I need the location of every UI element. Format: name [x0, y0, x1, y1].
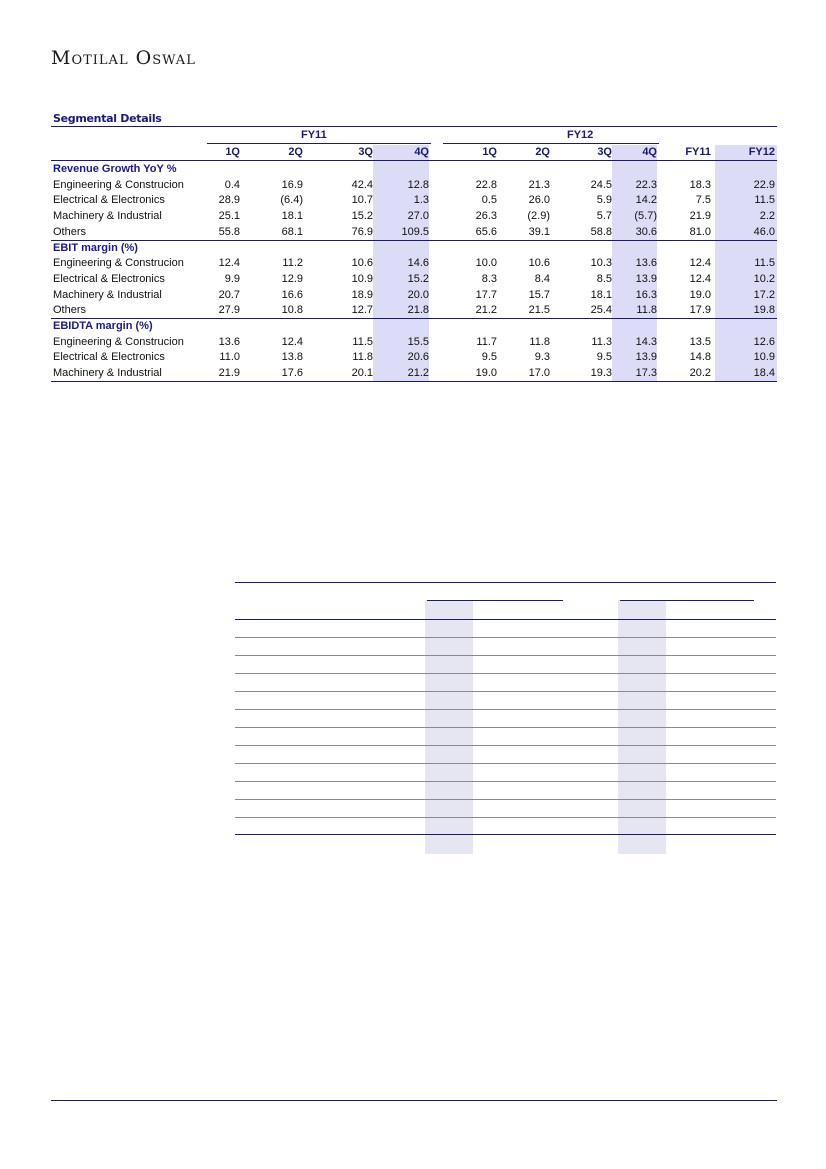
group-header-fy12: FY12 — [567, 129, 594, 141]
table-cell: 13.5 — [689, 335, 711, 348]
row-label: Engineering & Construcion — [53, 178, 184, 191]
table-cell: 11.8 — [352, 351, 373, 364]
table-cell: 18.1 — [590, 288, 612, 301]
column-header-2q: 2Q — [288, 146, 303, 158]
header-top-rule — [235, 582, 776, 583]
row-label: Others — [53, 304, 87, 317]
table-cell: 28.9 — [218, 194, 240, 207]
table-cell: 7.5 — [695, 194, 711, 207]
table-cell: 13.9 — [635, 272, 657, 285]
table-cell: 8.5 — [596, 272, 612, 285]
group-rule — [620, 600, 754, 601]
row-divider — [235, 691, 776, 692]
table-cell: 8.3 — [481, 272, 497, 285]
table-cell: 21.3 — [528, 178, 550, 191]
section-rule — [51, 381, 777, 382]
table-cell: 20.0 — [407, 288, 429, 301]
table-cell: 12.4 — [689, 257, 711, 270]
table-cell: 2.2 — [759, 210, 775, 223]
table-cell: 11.2 — [282, 257, 303, 270]
table-cell: 46.0 — [753, 225, 775, 238]
table-cell: 17.6 — [281, 367, 303, 380]
table-cell: 14.3 — [635, 335, 657, 348]
table-cell: 21.8 — [407, 304, 429, 317]
table-cell: 58.8 — [590, 225, 612, 238]
table-cell: 11.8 — [529, 335, 550, 348]
table-cell: 76.9 — [351, 225, 373, 238]
table-cell: 10.9 — [753, 351, 775, 364]
table-cell: 42.4 — [351, 178, 373, 191]
table-cell: 30.6 — [635, 225, 657, 238]
table-cell: 22.3 — [635, 178, 657, 191]
table-cell: 9.3 — [534, 351, 550, 364]
section-title: EBIDTA margin (%) — [53, 320, 153, 332]
segmental-details-table — [51, 126, 777, 382]
table-cell: 10.6 — [351, 257, 373, 270]
table-cell: 13.9 — [635, 351, 657, 364]
header-bottom-rule — [235, 619, 776, 620]
row-label: Others — [53, 225, 87, 238]
column-header-4q: 4Q — [642, 146, 657, 158]
column-header-fy12: FY12 — [748, 146, 775, 158]
row-divider — [235, 637, 776, 638]
row-label: Engineering & Construcion — [53, 335, 184, 348]
table-cell: 22.8 — [475, 178, 497, 191]
table-cell: 11.5 — [754, 257, 775, 270]
table-cell: 26.3 — [475, 210, 497, 223]
empty-table — [235, 582, 776, 856]
column-header-4q: 4Q — [414, 146, 429, 158]
table-cell: 18.3 — [689, 178, 711, 191]
row-label: Machinery & Industrial — [53, 367, 162, 380]
table-cell: 9.5 — [596, 351, 612, 364]
table-cell: 25.4 — [590, 304, 612, 317]
group-header-fy11: FY11 — [301, 129, 327, 141]
column-header-1q: 1Q — [225, 146, 240, 158]
table-cell: 5.7 — [596, 210, 612, 223]
table-cell: 55.8 — [218, 225, 240, 238]
table-cell: 21.9 — [218, 367, 240, 380]
table-cell: 19.0 — [475, 367, 497, 380]
header-top-rule — [51, 126, 777, 127]
fy12-group-rule — [443, 143, 659, 144]
table-cell: 0.5 — [481, 194, 497, 207]
section-rule — [51, 240, 777, 241]
table-cell: 11.5 — [754, 194, 775, 207]
table-cell: 8.4 — [534, 272, 550, 285]
table-cell: 20.2 — [689, 367, 711, 380]
table-cell: 10.3 — [590, 257, 612, 270]
table-cell: 13.6 — [218, 335, 240, 348]
table-cell: 16.6 — [281, 288, 303, 301]
table-cell: 13.8 — [281, 351, 303, 364]
table-cell: 39.1 — [528, 225, 550, 238]
table-cell: 10.8 — [281, 304, 303, 317]
table-cell: 11.0 — [219, 351, 240, 364]
brand-logo: Motilal Oswal — [51, 47, 196, 69]
table-cell: 5.9 — [596, 194, 612, 207]
row-divider — [235, 817, 776, 818]
table-cell: 14.8 — [689, 351, 711, 364]
footer-divider — [51, 1100, 777, 1101]
table-cell: 10.0 — [475, 257, 497, 270]
row-label: Machinery & Industrial — [53, 210, 162, 223]
table-cell: 25.1 — [218, 210, 240, 223]
section-title: EBIT margin (%) — [53, 241, 138, 254]
table-cell: 1.3 — [413, 194, 429, 207]
table-cell: 12.4 — [218, 257, 240, 270]
table-cell: 15.7 — [528, 288, 550, 301]
segmental-details-title: Segmental Details — [53, 112, 162, 125]
table-cell: 109.5 — [401, 225, 429, 238]
table-cell: 12.6 — [753, 335, 775, 348]
table-cell: 13.6 — [635, 257, 657, 270]
row-divider — [235, 763, 776, 764]
table-cell: (5.7) — [634, 210, 657, 223]
table-cell: 10.6 — [528, 257, 550, 270]
header-bottom-rule — [51, 160, 777, 161]
table-cell: 12.4 — [281, 335, 303, 348]
table-cell: 22.9 — [753, 178, 775, 191]
table-cell: 21.2 — [475, 304, 497, 317]
table-cell: (2.9) — [527, 210, 550, 223]
table-bottom-rule — [235, 834, 776, 835]
table-cell: 17.3 — [635, 367, 657, 380]
row-divider — [235, 727, 776, 728]
table-cell: 15.2 — [351, 210, 373, 223]
table-cell: 18.4 — [753, 367, 775, 380]
row-label: Engineering & Construcion — [53, 257, 184, 270]
fy11-group-rule — [207, 143, 431, 144]
table-cell: 10.7 — [351, 194, 373, 207]
table-cell: 14.6 — [407, 257, 429, 270]
table-cell: 18.9 — [351, 288, 373, 301]
table-cell: 18.1 — [281, 210, 303, 223]
table-cell: 12.8 — [407, 178, 429, 191]
table-cell: 19.0 — [689, 288, 711, 301]
table-cell: 12.9 — [281, 272, 303, 285]
table-cell: 65.6 — [475, 225, 497, 238]
table-cell: 10.9 — [351, 272, 373, 285]
table-cell: 19.3 — [590, 367, 612, 380]
row-label: Electrical & Electronics — [53, 194, 165, 207]
table-cell: 15.2 — [407, 272, 429, 285]
table-cell: 27.0 — [407, 210, 429, 223]
section-rule — [51, 318, 777, 319]
table-cell: 11.3 — [591, 335, 612, 348]
row-label: Electrical & Electronics — [53, 272, 165, 285]
table-cell: 26.0 — [528, 194, 550, 207]
row-divider — [235, 745, 776, 746]
table-cell: 11.5 — [352, 335, 373, 348]
table-cell: 27.9 — [218, 304, 240, 317]
table-cell: 21.2 — [407, 367, 429, 380]
table-cell: (6.4) — [280, 194, 303, 207]
row-divider — [235, 655, 776, 656]
table-cell: 21.9 — [689, 210, 711, 223]
table-cell: 11.8 — [636, 304, 657, 317]
table-cell: 0.4 — [224, 178, 240, 191]
row-divider — [235, 799, 776, 800]
table-cell: 17.0 — [528, 367, 550, 380]
section-title: Revenue Growth YoY % — [53, 163, 177, 175]
table-cell: 15.5 — [407, 335, 429, 348]
table-cell: 20.7 — [218, 288, 240, 301]
table-cell: 20.6 — [407, 351, 429, 364]
column-header-fy11: FY11 — [685, 146, 711, 158]
table-cell: 81.0 — [689, 225, 711, 238]
group-rule — [427, 600, 563, 601]
column-header-1q: 1Q — [482, 146, 497, 158]
column-header-3q: 3Q — [358, 146, 373, 158]
table-cell: 20.1 — [351, 367, 373, 380]
table-cell: 9.9 — [224, 272, 240, 285]
table-cell: 16.3 — [635, 288, 657, 301]
table-cell: 24.5 — [590, 178, 612, 191]
column-header-2q: 2Q — [535, 146, 550, 158]
column-header-3q: 3Q — [597, 146, 612, 158]
table-cell: 12.7 — [351, 304, 373, 317]
table-cell: 9.5 — [481, 351, 497, 364]
table-cell: 14.2 — [635, 194, 657, 207]
table-cell: 19.8 — [753, 304, 775, 317]
row-label: Machinery & Industrial — [53, 288, 162, 301]
table-cell: 11.7 — [476, 335, 497, 348]
row-divider — [235, 673, 776, 674]
table-cell: 17.7 — [475, 288, 497, 301]
table-cell: 16.9 — [281, 178, 303, 191]
table-cell: 21.5 — [528, 304, 550, 317]
table-cell: 17.2 — [753, 288, 775, 301]
row-divider — [235, 709, 776, 710]
row-divider — [235, 781, 776, 782]
table-cell: 68.1 — [281, 225, 303, 238]
row-label: Electrical & Electronics — [53, 351, 165, 364]
table-cell: 12.4 — [689, 272, 711, 285]
table-cell: 17.9 — [689, 304, 711, 317]
table-cell: 10.2 — [753, 272, 775, 285]
